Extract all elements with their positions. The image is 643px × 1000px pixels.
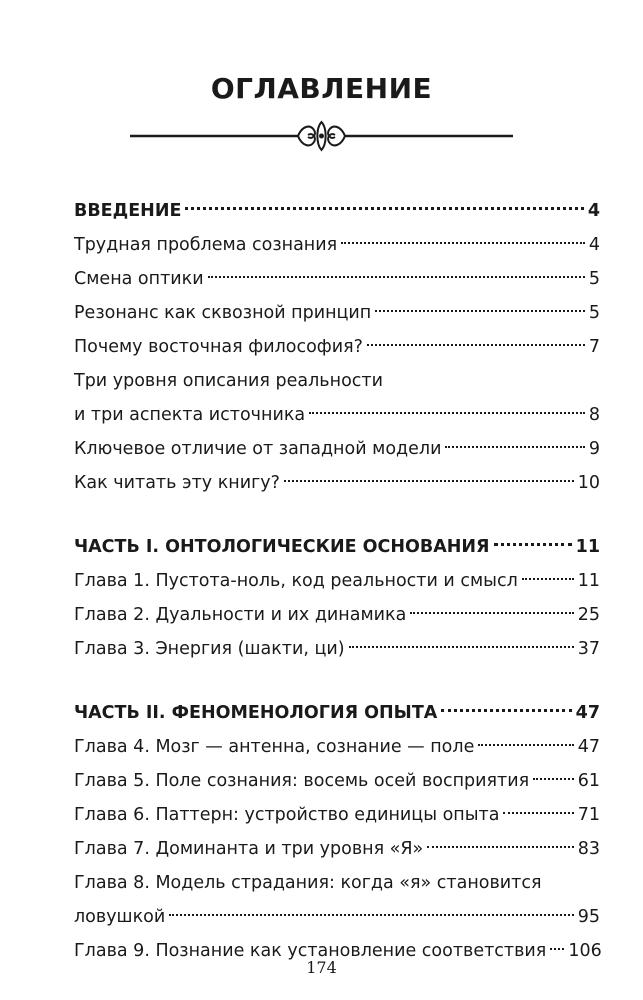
toc-entry[interactable]: Глава 2. Дуальности и их динамика 25 xyxy=(74,605,600,625)
toc-entry[interactable]: ловушкой 95 xyxy=(74,907,600,927)
toc-section-heading[interactable]: ЧАСТЬ I. ОНТОЛОГИЧЕСКИЕ ОСНОВАНИЯ 11 xyxy=(74,537,600,557)
page-number: 174 xyxy=(306,958,337,977)
toc-entry[interactable]: Глава 3. Энергия (шакти, ци) 37 xyxy=(74,639,600,659)
toc-entry[interactable]: Трудная проблема сознания 4 xyxy=(74,235,600,255)
toc-section-heading[interactable]: ВВЕДЕНИЕ 4 xyxy=(74,201,600,221)
toc-entry-line1: Три уровня описания реальности xyxy=(74,371,383,391)
toc-entry-line1: Глава 8. Модель страдания: когда «я» становится xyxy=(74,873,542,893)
toc-entry[interactable]: Глава 7. Доминанта и три уровня «Я» 83 xyxy=(74,839,600,859)
toc-entry[interactable]: Глава 9. Познание как установление соответствия 106 xyxy=(74,941,602,961)
table-of-contents xyxy=(74,194,600,968)
toc-entry[interactable]: Глава 1. Пустота-ноль, код реальности и смысл 11 xyxy=(74,571,600,591)
toc-entry[interactable]: Глава 5. Поле сознания: восемь осей восприятия 61 xyxy=(74,771,600,791)
page-title: ОГЛАВЛЕНИЕ xyxy=(210,72,433,105)
ornament-divider-icon xyxy=(130,116,513,156)
toc-entry[interactable]: Ключевое отличие от западной модели 9 xyxy=(74,439,600,459)
toc-entry[interactable]: Глава 6. Паттерн: устройство единицы опыта 71 xyxy=(74,805,600,825)
toc-entry[interactable]: Глава 4. Мозг — антенна, сознание — поле 47 xyxy=(74,737,600,757)
toc-entry[interactable]: Как читать эту книгу? 10 xyxy=(74,473,600,493)
toc-entry[interactable]: и три аспекта источника 8 xyxy=(74,405,600,425)
toc-entry[interactable]: Почему восточная философия? 7 xyxy=(74,337,600,357)
toc-entry[interactable]: Смена оптики 5 xyxy=(74,269,600,289)
toc-section-heading[interactable]: ЧАСТЬ II. ФЕНОМЕНОЛОГИЯ ОПЫТА 47 xyxy=(74,703,600,723)
toc-entry[interactable]: Резонанс как сквозной принцип 5 xyxy=(74,303,600,323)
